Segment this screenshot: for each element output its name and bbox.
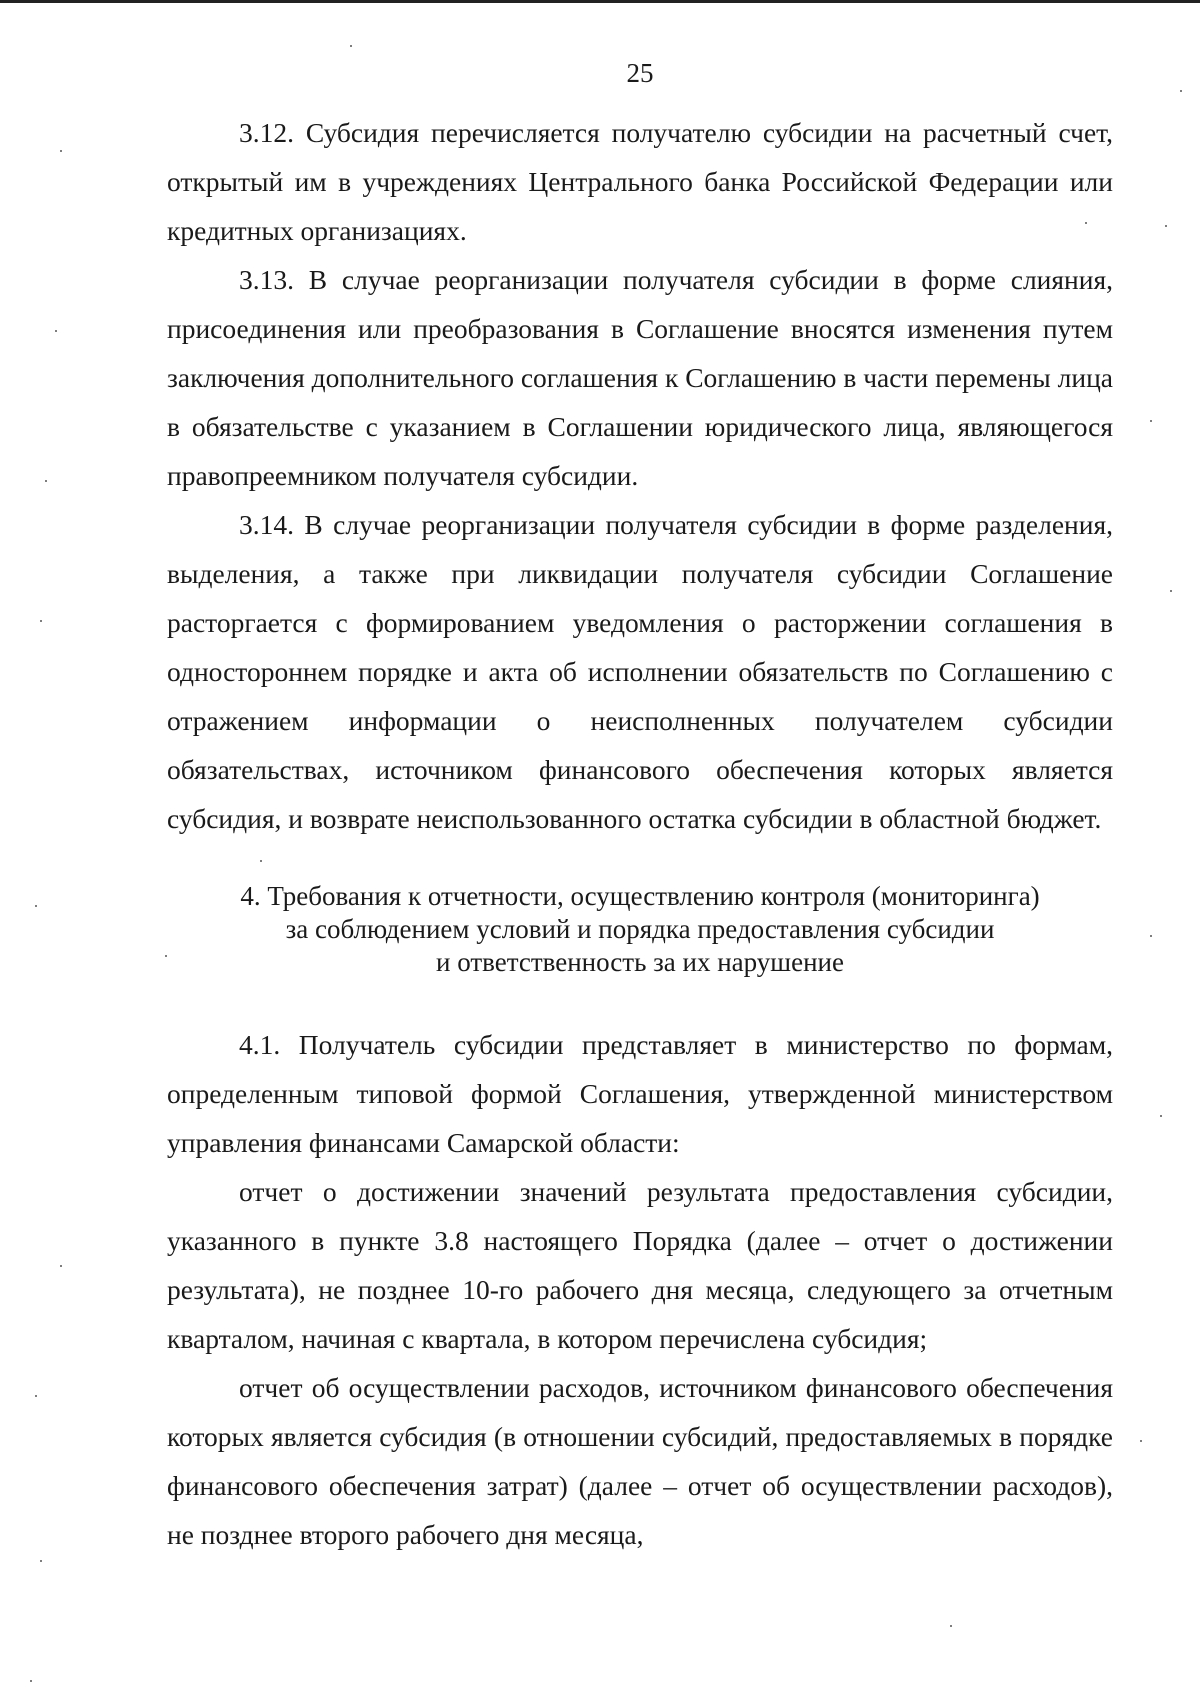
paragraph-report-expenses: отчет об осуществлении расходов, источником финансового обеспечения которых является субсидия (в отношении субсидий, предоставляемых в порядке финансового обеспечения затрат) (далее – отчет об осуществлении расходов), не позднее второго рабочего дня месяца, xyxy=(167,1372,1113,1550)
section-heading-line-3: и ответственность за их нарушение xyxy=(436,947,844,977)
paragraph-3-14: 3.14. В случае реорганизации получателя субсидии в форме разделения, выделения, а также при ликвидации получателя субсидии Соглашение расторгается с формированием уведомления о расторжении соглашения в одностороннем порядке и акта об исполнении обязательств по Соглашению с отражением информации о неисполненных получателем субсидии обязательствах, источником финансового обеспечения которых является субсидия, и возврате неиспользованного остатка субсидии в областной бюджет. xyxy=(167,509,1113,834)
paragraph-report-result: отчет о достижении значений результата предоставления субсидии, указанного в пункте 3.8 настоящего Порядка (далее – отчет о достижении результата), не позднее 10-го рабочего дня месяца, следующего за отчетным кварталом, начиная с квартала, в котором перечислена субсидия; xyxy=(167,1176,1113,1354)
paragraph-3-12: 3.12. Субсидия перечисляется получателю субсидии на расчетный счет, открытый им в учреждениях Центрального банка Российской Федерации или кредитных организациях. xyxy=(167,117,1113,246)
page-number: 25 xyxy=(626,58,654,88)
section-heading-line-2: за соблюдением условий и порядка предоставления субсидии xyxy=(285,914,995,944)
section-heading-line-1: 4. Требования к отчетности, осуществлению контроля (мониторинга) xyxy=(240,881,1040,911)
document-body-part-1 xyxy=(167,108,1113,843)
section-4-heading xyxy=(167,880,1113,979)
scan-border xyxy=(0,0,1200,3)
paragraph-3-13: 3.13. В случае реорганизации получателя субсидии в форме слияния, присоединения или преобразования в Соглашение вносятся изменения путем заключения дополнительного соглашения к Соглашению в части перемены лица в обязательстве с указанием в Соглашении юридического лица, являющегося правопреемником получателя субсидии. xyxy=(167,264,1113,491)
document-body-part-2 xyxy=(167,1020,1113,1559)
paragraph-4-1: 4.1. Получатель субсидии представляет в министерство по формам, определенным типовой формой Соглашения, утвержденной министерством управления финансами Самарской области: xyxy=(167,1029,1113,1158)
